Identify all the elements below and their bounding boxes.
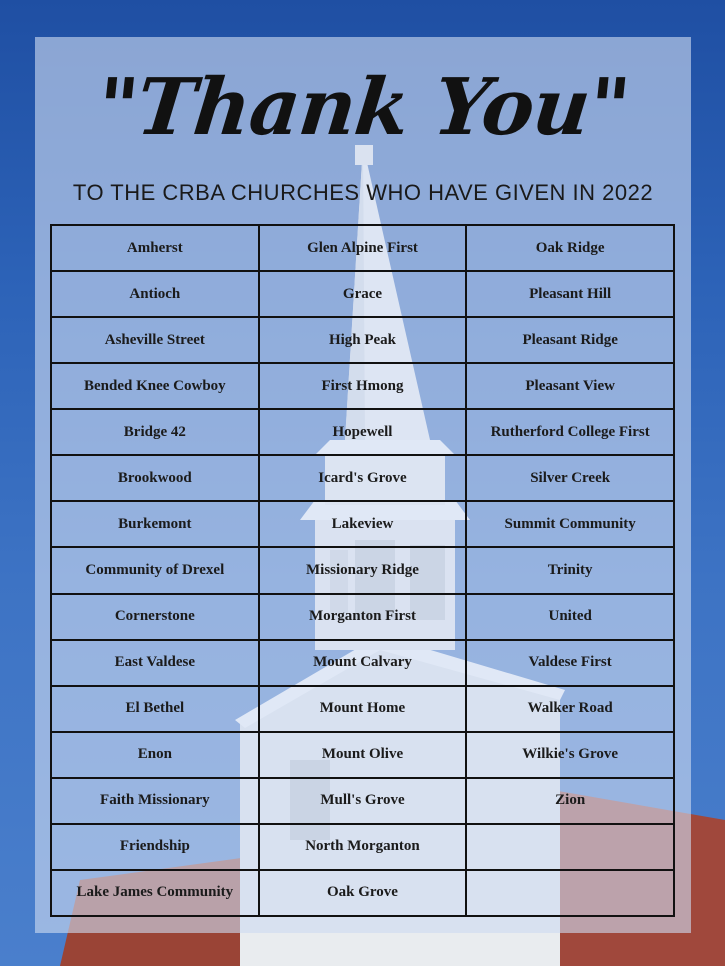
church-name-cell: Summit Community [466,501,674,547]
church-name-cell: Pleasant Hill [466,271,674,317]
church-name-cell: El Bethel [51,686,259,732]
table-row [51,271,674,317]
church-name-cell: Zion [466,778,674,824]
church-name-cell: Cornerstone [51,594,259,640]
table-row [51,225,674,271]
church-name-cell: Icard's Grove [259,455,467,501]
church-name-cell [466,870,674,916]
church-name-cell: Walker Road [466,686,674,732]
church-name-cell: Grace [259,271,467,317]
church-name-cell: Amherst [51,225,259,271]
church-name-cell: Pleasant Ridge [466,317,674,363]
church-name-cell: Glen Alpine First [259,225,467,271]
church-name-cell: Enon [51,732,259,778]
church-name-cell: Asheville Street [51,317,259,363]
page-title: "Thank You" [92,62,634,153]
church-name-cell: Pleasant View [466,363,674,409]
church-name-cell: Lakeview [259,501,467,547]
church-name-cell: Mount Home [259,686,467,732]
church-name-cell: High Peak [259,317,467,363]
church-name-cell: Wilkie's Grove [466,732,674,778]
church-name-cell: North Morganton [259,824,467,870]
church-name-cell: Trinity [466,547,674,593]
church-name-cell: United [466,594,674,640]
church-name-cell: Oak Grove [259,870,467,916]
table-row [51,640,674,686]
table-row [51,686,674,732]
church-name-cell: Mull's Grove [259,778,467,824]
church-name-cell: Oak Ridge [466,225,674,271]
church-name-cell: Morganton First [259,594,467,640]
table-row [51,409,674,455]
table-row [51,317,674,363]
table-row [51,363,674,409]
table-row [51,732,674,778]
church-name-cell: Mount Calvary [259,640,467,686]
table-row [51,824,674,870]
church-name-cell: Lake James Community [51,870,259,916]
table-row [51,594,674,640]
table-row [51,870,674,916]
church-name-cell: Community of Drexel [51,547,259,593]
church-name-cell: Friendship [51,824,259,870]
church-table [50,224,675,917]
church-name-cell: Antioch [51,271,259,317]
church-name-cell [466,824,674,870]
church-name-cell: Brookwood [51,455,259,501]
page-subtitle: TO THE CRBA CHURCHES WHO HAVE GIVEN IN 2022 [72,180,654,205]
church-name-cell: Faith Missionary [51,778,259,824]
table-row [51,455,674,501]
church-name-cell: Burkemont [51,501,259,547]
church-name-cell: Missionary Ridge [259,547,467,593]
church-name-cell: Bridge 42 [51,409,259,455]
church-name-cell: Valdese First [466,640,674,686]
church-name-cell: Rutherford College First [466,409,674,455]
church-name-cell: Silver Creek [466,455,674,501]
table-row [51,501,674,547]
table-row [51,547,674,593]
church-name-cell: Mount Olive [259,732,467,778]
church-name-cell: First Hmong [259,363,467,409]
church-name-cell: East Valdese [51,640,259,686]
church-name-cell: Bended Knee Cowboy [51,363,259,409]
table-row [51,778,674,824]
church-name-cell: Hopewell [259,409,467,455]
